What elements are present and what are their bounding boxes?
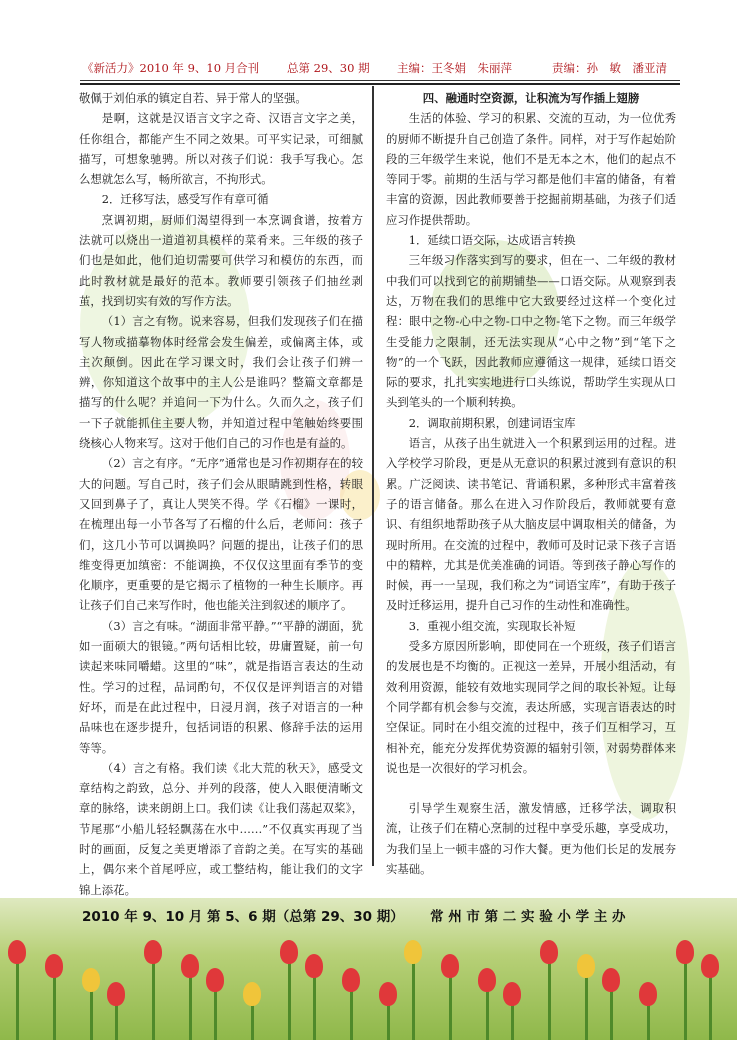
tulip-stem bbox=[313, 974, 316, 1040]
tulip-stem bbox=[548, 960, 551, 1040]
paragraph: （1）言之有物。说来容易，但我们发现孩子们在描写人物或描摹物体时经常会发生偏差，或偏离主体，或主次颠倒。因此在学习课文时，我们会让孩子们辨一辨，你知道这个故事中的主人公是谁吗？整篇文章都是描写的什么呢？并追问一下为什么。久而久之，孩子们一下子就能抓住主要人物，并知道过程中笔触始终要围绕核心人物来写。这对于他们自己的习作也是有益的。 bbox=[79, 314, 363, 451]
paragraph: 2．调取前期积累，创建词语宝库 bbox=[408, 415, 576, 430]
section-heading: 四、融通时空资源，让积流为写作插上翅膀 bbox=[422, 91, 640, 105]
tulip-stem bbox=[585, 974, 588, 1040]
paragraph: 生活的体验、学习的积累、交流的互动，为一位优秀的厨师不断提升自己创造了条件。同样，对于写作起始阶段的三年级学生来说，他们不是无本之木，他们的起点不等同于零。前期的生活与学习都是他们丰富的储备，有着丰富的资源，因此教师要善于挖掘前期基础，为孩子们适应习作提供帮助。 bbox=[386, 111, 676, 227]
tulip-stem bbox=[90, 988, 93, 1040]
tulip-stem bbox=[115, 1002, 118, 1040]
tulip-flower bbox=[503, 982, 521, 1006]
paragraph: 烹调初期，厨师们渴望得到一本烹调食谱，按着方法就可以烧出一道道初具模样的菜肴来。三年级的孩子们也是如此，他们迫切需要可供学习和模仿的东西，而此时教材就是最好的范本。教师要引领孩子们抽丝剥茧，找到切实有效的写作方法。 bbox=[79, 212, 363, 308]
tulip-flower bbox=[342, 968, 360, 992]
left-column bbox=[79, 88, 363, 900]
tulip-flower bbox=[45, 954, 63, 978]
tulip-flower bbox=[243, 982, 261, 1006]
tulip-flower bbox=[676, 940, 694, 964]
column-divider bbox=[372, 86, 374, 866]
tulip-stem bbox=[288, 960, 291, 1040]
tulip-flower bbox=[639, 982, 657, 1006]
tulip-stem bbox=[412, 960, 415, 1040]
page-header bbox=[82, 60, 682, 76]
header-rule bbox=[80, 83, 680, 85]
tulip-stem bbox=[449, 974, 452, 1040]
tulip-stem bbox=[387, 1002, 390, 1040]
tulip-flower bbox=[8, 940, 26, 964]
right-column bbox=[386, 88, 676, 879]
paragraph: 受多方原因所影响，即使同在一个班级，孩子们语言的发展也是不均衡的。正视这一差异，开展小组活动，有效利用资源，能较有效地实现同学之间的取长补短。让每个同学都有机会参与交流，表达所感，实现言语表达的时空保证。同时在小组交流的过程中，孩子们互相学习，互相补充，能充分发挥优势资源的辐射引领，对弱势群体来说也是一次很好的学习机会。 bbox=[386, 639, 676, 775]
tulip-flower bbox=[379, 982, 397, 1006]
paragraph: 敬佩于刘伯承的镇定自若、异于常人的坚强。 bbox=[79, 91, 307, 105]
tulip-flower bbox=[441, 954, 459, 978]
tulip-stem bbox=[684, 960, 687, 1040]
footer-issue-date: 2010 年 9、10 月 第 5、6 期（总第 29、30 期） bbox=[82, 909, 404, 925]
tulip-stem bbox=[610, 988, 613, 1040]
tulip-stem bbox=[709, 974, 712, 1040]
paragraph: （4）言之有格。我们读《北大荒的秋天》，感受文章结构之韵致，总分、并列的段落，使人入眼便清晰文章的脉络，读来朗朗上口。我们读《让我们荡起双桨》，节尾那“小船儿轻轻飘荡在水中……”不仅真实再现了当时的画面，反复之美更增添了音韵之美。在写实的基础上，偶尔来个首尾呼应，或工整结构，能让我们的文字锦上添花。 bbox=[79, 760, 363, 897]
tulip-stem bbox=[486, 988, 489, 1040]
header-rule bbox=[80, 80, 680, 81]
footer-publisher: 常 州 市 第 二 实 验 小 学 主 办 bbox=[430, 909, 626, 925]
paragraph: 2．迁移写法，感受写作有章可循 bbox=[101, 192, 269, 207]
tulip-stem bbox=[53, 974, 56, 1040]
tulip-stem bbox=[350, 988, 353, 1040]
tulip-flower bbox=[602, 968, 620, 992]
paragraph: 三年级习作落实到写的要求，但在一、二年级的教材中我们可以找到它的前期铺垫——口语交际。从观察到表达，万物在我们的思维中它大致要经过这样一个变化过程：眼中之物-心中之物-口中之物-笔下之物。而三年级学生受能力之限制，还无法实现从“心中之物”到“笔下之物”的一个飞跃，因此教师应遵循这一规律，延续口语交际的要求，扎扎实实地进行口头练说，帮助学生实现从口头到笔头的一个顺利转换。 bbox=[386, 253, 676, 410]
tulip-flower bbox=[478, 968, 496, 992]
journal-title: 《新活力》2010 年 9、10 月合刊 bbox=[82, 61, 260, 75]
tulip-flower bbox=[280, 940, 298, 964]
tulip-stem bbox=[189, 974, 192, 1040]
chief-editors: 主编：王冬娟 朱丽萍 bbox=[397, 61, 512, 75]
responsible-editors: 责编：孙 敏 潘亚清 bbox=[552, 61, 667, 75]
tulip-flower bbox=[82, 968, 100, 992]
issue-number: 总第 29、30 期 bbox=[287, 61, 370, 75]
tulip-stem bbox=[647, 1002, 650, 1040]
tulip-flower bbox=[107, 982, 125, 1006]
tulip-stem bbox=[214, 988, 217, 1040]
tulip-flower bbox=[540, 940, 558, 964]
tulip-flower bbox=[701, 954, 719, 978]
paragraph: 引导学生观察生活，激发情感，迁移学法，调取积流，让孩子们在精心烹制的过程中享受乐趣，享受成功，为我们呈上一顿丰盛的习作大餐。更为他们长足的发展夯实基础。 bbox=[386, 801, 676, 876]
paragraph: （3）言之有味。“湖面非常平静。”“平静的湖面，犹如一面硕大的银镜。”两句话相比较，毋庸置疑，前一句读起来味同嚼蜡。这里的“味”，就是指语言表达的生动性。学习的过程，品词酌句，不仅仅是评判语言的对错好坏，而是在此过程中，日浸月润，孩子对语言的一种品味也在逐步提升，包括词语的积累、修辞手法的运用等等。 bbox=[79, 618, 363, 755]
paragraph: 1．延续口语交际，达成语言转换 bbox=[408, 233, 576, 248]
paragraph: 3．重视小组交流，实现取长补短 bbox=[408, 618, 576, 633]
tulip-stem bbox=[251, 1002, 254, 1040]
tulip-flower bbox=[305, 954, 323, 978]
tulip-flower bbox=[577, 954, 595, 978]
tulip-stem bbox=[152, 960, 155, 1040]
paragraph: （2）言之有序。“无序”通常也是习作初期存在的较大的问题。写自己时，孩子们会从眼睛跳到性格，转眼又回到鼻子了，真让人哭笑不得。学《石榴》一课时，在梳理出每一小节各写了石榴的什么后，老师问：孩子们，这几小节可以调换吗？问题的提出，让孩子们的思维变得更加缜密：不能调换，不仅仅这里面有季节的变化顺序，更重要的是它揭示了植物的一种生长顺序。再让孩子们自己来写作时，他也能关注到叙述的顺序了。 bbox=[79, 456, 363, 613]
tulip-flower bbox=[404, 940, 422, 964]
tulip-flower bbox=[144, 940, 162, 964]
paragraph: 是啊，这就是汉语言文字之奇、汉语言文字之美，任你组合，都能产生不同之效果。可平实记录，可细腻描写，可想象驰骋。所以对孩子们说：我手写我心。怎么想就怎么写，畅所欲言，不拘形式。 bbox=[79, 111, 363, 187]
tulip-flower bbox=[181, 954, 199, 978]
paragraph-gap bbox=[386, 778, 676, 798]
paragraph: 语言，从孩子出生就进入一个积累到运用的过程。进入学校学习阶段，更是从无意识的积累过渡到有意识的积累。广泛阅读、读书笔记、背诵积累，多种形式丰富着孩子的语言储备。那么在进入习作阶段后，教师就要有意识、有组织地帮助孩子从大脑皮层中调取相关的储备，为现时所用。在交流的过程中，教师可及时记录下孩子言语中的精粹，尤其是优美准确的词语。等到孩子静心写作的时候，再一一呈现，我们称之为“词语宝库”，有助于孩子及时迁移运用，提升自己习作的生动性和准确性。 bbox=[386, 436, 676, 613]
tulip-stem bbox=[511, 1002, 514, 1040]
tulip-stem bbox=[16, 960, 19, 1040]
tulip-flower bbox=[206, 968, 224, 992]
